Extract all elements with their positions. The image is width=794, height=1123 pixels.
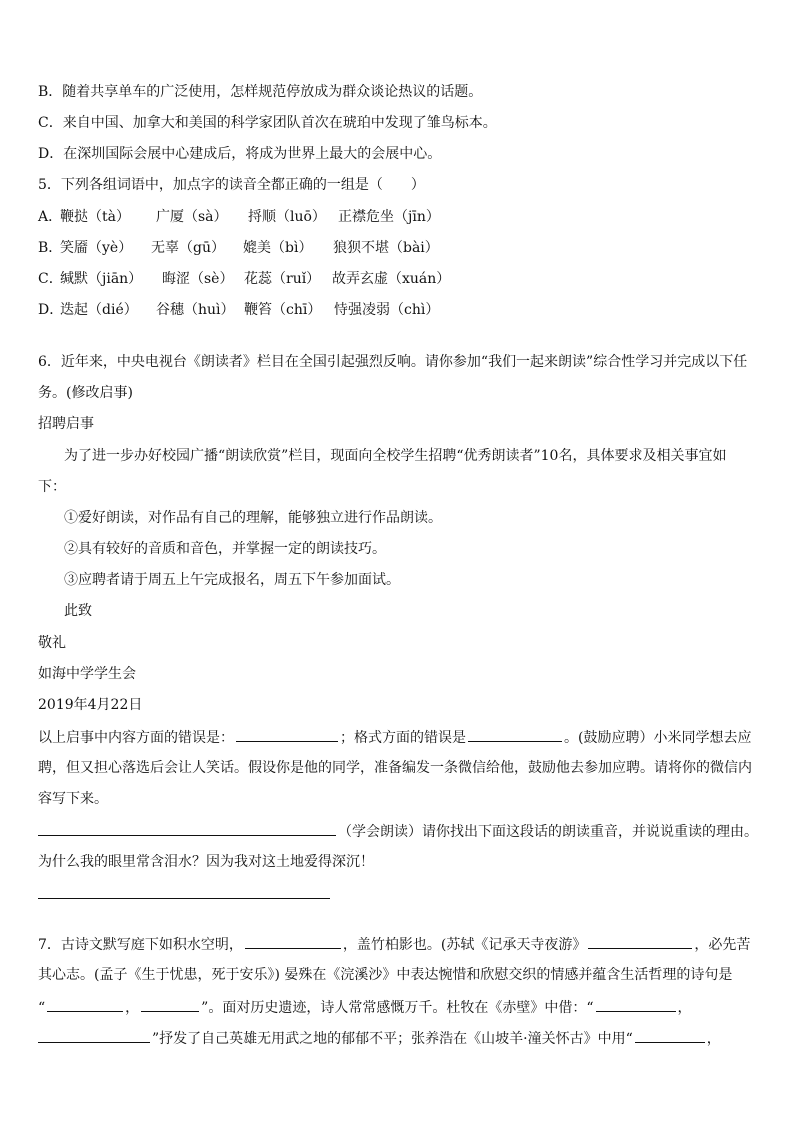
- option-item: 故弄玄虚（xuán）: [332, 271, 451, 287]
- notice-signer: 如海中学学生会: [38, 666, 136, 682]
- q5-option-a: [38, 207, 758, 227]
- notice-date: 2019年4月22日: [38, 697, 143, 713]
- question-text: 7．古诗文默写庭下如积水空明，: [38, 937, 243, 953]
- option-label: B．: [38, 240, 63, 256]
- answer-blank[interactable]: [38, 884, 330, 899]
- q6-answer-line: [38, 884, 758, 905]
- answer-blank[interactable]: [245, 934, 341, 949]
- answer-blank[interactable]: [468, 727, 562, 742]
- question-text: ；格式方面的错误是: [340, 730, 466, 746]
- answer-blank[interactable]: [38, 1028, 150, 1043]
- answer-blank[interactable]: [38, 821, 336, 836]
- question-text: ，: [677, 1000, 692, 1016]
- q5-option-d: [38, 300, 758, 320]
- option-item: 笑靥（yè）: [60, 240, 133, 256]
- option-item: 晦涩（sè）: [162, 271, 234, 287]
- option-item: 恃强凌弱（chì）: [334, 302, 440, 318]
- question-text: ”。面对历史遗迹，诗人常常感慨万千。杜牧在《赤壁》中借：“: [201, 1000, 594, 1016]
- q4-option-b: B．随着共享单车的广泛使用，怎样规范停放成为群众谈论热议的话题。: [38, 84, 483, 100]
- question-text: ，必先苦: [694, 937, 751, 953]
- notice-requirement-1: ①爱好朗读，对作品有自己的理解，能够独立进行作品朗读。: [64, 510, 442, 526]
- option-item: 狼狈不堪（bài）: [333, 240, 439, 256]
- q6-question-line1: [38, 727, 758, 748]
- answer-blank[interactable]: [47, 997, 123, 1012]
- notice-requirement-3: ③应聘者请于周五上午完成报名，周五下午参加面试。: [64, 572, 400, 588]
- question-text: ，: [706, 1031, 721, 1047]
- notice-requirement-2: ②具有较好的音质和音色，并掌握一定的朗读技巧。: [64, 541, 386, 557]
- question-text: 。(鼓励应聘）小米同学想去应: [564, 730, 752, 746]
- q7-line4: [38, 1028, 758, 1049]
- notice-title: 招聘启事: [38, 416, 94, 432]
- q6-question-line3: 容写下来。: [38, 791, 108, 807]
- q5-stem: 5．下列各组词语中，加点字的读音全都正确的一组是（ ）: [38, 177, 425, 193]
- option-label: A．: [38, 209, 63, 225]
- option-item: 捋顺（luō）: [248, 209, 326, 225]
- question-text: ”抒发了自己英雄无用武之地的郁郁不平；张养浩在《山坡羊·潼关怀古》中用“: [152, 1031, 633, 1047]
- question-text: （学会朗读）请你找出下面这段话的朗读重音，并说说重读的理由。: [338, 824, 758, 840]
- option-label: C．: [38, 271, 63, 287]
- notice-jingli: 敬礼: [38, 635, 66, 651]
- q7-line2: 其心志。(孟子《生于忧患，死于安乐》) 晏殊在《浣溪沙》中表达惋惜和欣慰交织的情感并蕴含生活哲理的诗句是: [38, 967, 733, 983]
- question-text: ，盖竹柏影也。(苏轼《记承天寺夜游》: [342, 937, 587, 953]
- q5-option-b: [38, 238, 758, 258]
- q6-stem-line2: 务。(修改启事): [38, 385, 133, 401]
- option-item: 迭起（dié）: [60, 302, 138, 318]
- q7-line3: [38, 997, 758, 1018]
- notice-body-line1: 为了进一步办好校园广播“朗读欣赏”栏目，现面向全校学生招聘“优秀朗读者”10名，具体要求及相关事宜如: [64, 448, 727, 464]
- option-item: 缄默（jiān）: [60, 271, 143, 287]
- option-item: 广厦（sà）: [156, 209, 228, 225]
- q5-option-c: [38, 269, 758, 289]
- q4-option-c: C．来自中国、加拿大和美国的科学家团队首次在琥珀中发现了雏鸟标本。: [38, 115, 497, 131]
- q7-line1: [38, 934, 758, 955]
- option-item: 无辜（gū）: [151, 240, 225, 256]
- q4-option-d: D．在深圳国际会展中心建成后，将成为世界上最大的会展中心。: [38, 146, 442, 162]
- option-item: 媲美（bì）: [243, 240, 313, 256]
- notice-body-line2: 下：: [38, 479, 66, 495]
- option-item: 谷穗（huì）: [156, 302, 235, 318]
- answer-blank[interactable]: [635, 1028, 705, 1043]
- answer-blank[interactable]: [588, 934, 692, 949]
- answer-blank[interactable]: [596, 997, 676, 1012]
- question-text: “: [38, 1000, 46, 1016]
- q6-stem-line1: 6．近年来，中央电视台《朗读者》栏目在全国引起强烈反响。请你参加“我们一起来朗读”综合性学习并完成以下任: [38, 354, 748, 370]
- option-label: D．: [38, 302, 64, 318]
- option-item: 鞭笞（chī）: [244, 302, 322, 318]
- option-item: 花蕊（ruǐ）: [244, 271, 321, 287]
- q6-question-line4: [38, 821, 758, 842]
- q6-question-line2: 聘，但又担心落选后会让人笑话。假设你是他的同学，准备编发一条微信给他，鼓励他去参加应聘。请将你的微信内: [38, 760, 752, 776]
- answer-blank[interactable]: [236, 727, 338, 742]
- notice-cizhi: 此致: [64, 603, 92, 619]
- answer-blank[interactable]: [141, 997, 199, 1012]
- option-item: 鞭挞（tà）: [60, 209, 130, 225]
- q6-question-line5: 为什么我的眼里常含泪水？因为我对这土地爱得深沉！: [38, 854, 374, 870]
- question-text: ，: [125, 1000, 140, 1016]
- option-item: 正襟危坐（jīn）: [338, 209, 440, 225]
- question-text: 以上启事中内容方面的错误是：: [38, 730, 234, 746]
